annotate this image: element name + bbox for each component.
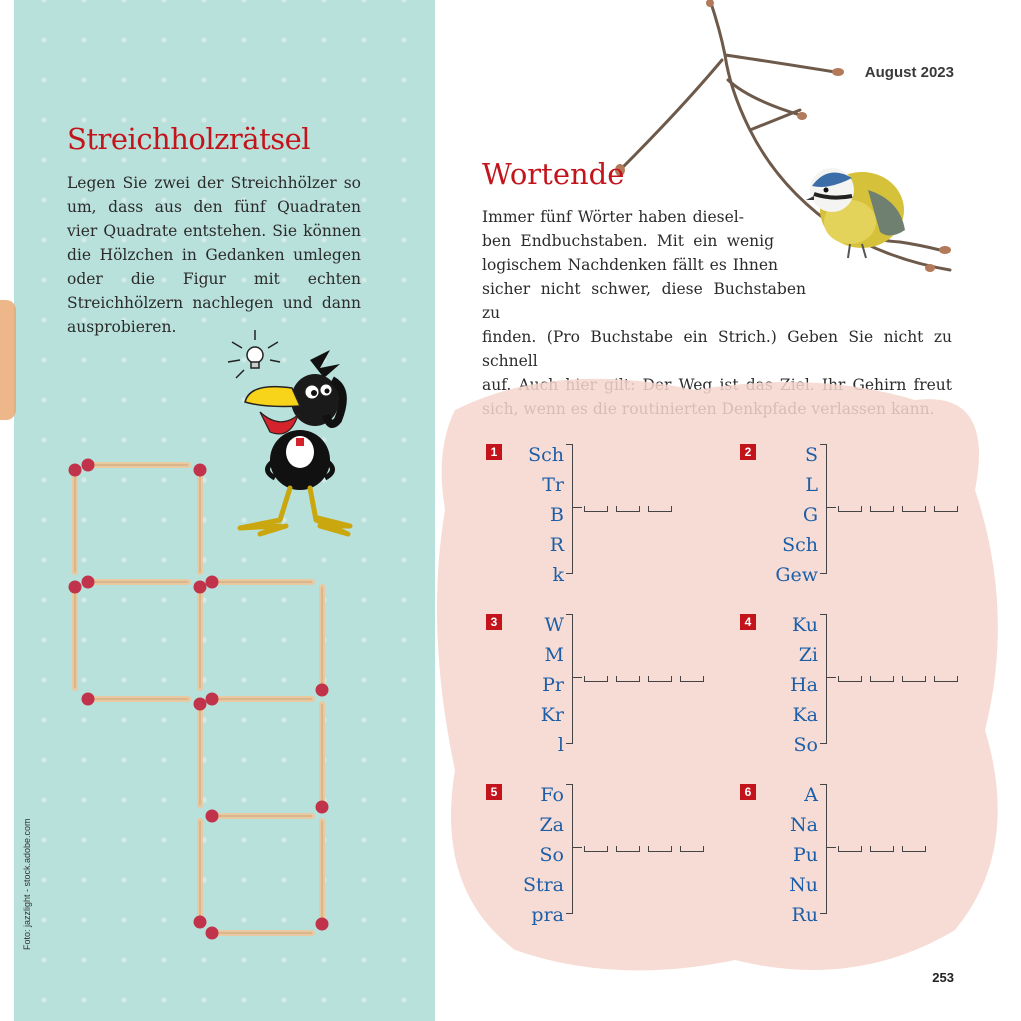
- letter-slot[interactable]: [616, 506, 640, 512]
- word-prefix: Ru: [791, 904, 818, 926]
- letter-slot[interactable]: [680, 676, 704, 682]
- instruction-line: Immer fünf Wörter haben diesel-: [482, 208, 744, 226]
- matchstick: [194, 821, 207, 929]
- word-prefix: Ku: [791, 614, 818, 636]
- word-prefix: Ka: [792, 704, 818, 726]
- matchstick: [194, 698, 207, 806]
- word-prefix: Nu: [789, 874, 818, 896]
- bracket-tick: [572, 847, 582, 848]
- word-prefix: Stra: [522, 874, 564, 896]
- answer-slots[interactable]: [838, 506, 958, 512]
- letter-slot[interactable]: [870, 506, 894, 512]
- bracket-tick: [572, 507, 582, 508]
- matchstick: [206, 693, 313, 706]
- answer-slots[interactable]: [838, 676, 958, 682]
- letter-slot[interactable]: [648, 676, 672, 682]
- word-prefix: Zi: [798, 644, 818, 666]
- word-prefix: k: [552, 564, 564, 586]
- word-prefix: L: [805, 474, 818, 496]
- matchstick: [316, 704, 329, 814]
- word-prefix: M: [544, 644, 564, 666]
- letter-slot[interactable]: [902, 846, 926, 852]
- matchstick: [69, 464, 82, 573]
- matchstick: [206, 576, 313, 589]
- letter-slot[interactable]: [616, 676, 640, 682]
- instruction-line: logischem Nachdenken fällt es Ihnen: [482, 256, 778, 274]
- bracket: [566, 444, 573, 574]
- prefix-list: [756, 780, 818, 930]
- word-prefix: W: [544, 614, 564, 636]
- word-prefix: Za: [539, 814, 564, 836]
- bracket: [566, 784, 573, 914]
- prefix-list: [502, 440, 564, 590]
- matchstick: [206, 927, 313, 940]
- word-prefix: pra: [531, 904, 564, 926]
- letter-slot[interactable]: [902, 506, 926, 512]
- puzzle-1: [486, 440, 726, 590]
- puzzle-2: [740, 440, 980, 590]
- left-title: Streichholzrätsel: [67, 122, 311, 156]
- word-prefix: So: [793, 734, 818, 756]
- puzzle-number: 3: [486, 614, 502, 630]
- instruction-line: sicher nicht schwer, diese Buchstaben zu: [482, 280, 806, 322]
- puzzle-4: [740, 610, 980, 760]
- letter-slot[interactable]: [838, 676, 862, 682]
- prefix-list: [756, 440, 818, 590]
- matchstick: [82, 459, 189, 472]
- word-prefix: l: [557, 734, 564, 756]
- photo-credit: Foto: jazzlight - stock.adobe.com: [22, 818, 32, 950]
- matchstick: [194, 464, 207, 573]
- puzzle-6: [740, 780, 980, 930]
- word-prefix: B: [550, 504, 564, 526]
- lightbulb-icon: [228, 330, 280, 378]
- word-prefix: Pu: [792, 844, 818, 866]
- bracket-tick: [572, 677, 582, 678]
- right-title: Wortende: [482, 157, 625, 191]
- word-prefix: G: [802, 504, 818, 526]
- matchstick: [316, 587, 329, 697]
- letter-slot[interactable]: [648, 506, 672, 512]
- bracket: [820, 784, 827, 914]
- puzzle-number: 6: [740, 784, 756, 800]
- word-prefix: S: [804, 444, 818, 466]
- page-number: 253: [932, 970, 954, 985]
- matchstick: [69, 581, 82, 689]
- prefix-list: [502, 780, 564, 930]
- matchstick-puzzle: [60, 450, 350, 950]
- left-instructions: Legen Sie zwei der Streichhölzer so um, dass aus den fünf Quadraten vier Quadrate entstehen. Sie können die Hölzchen in Gedanken umlegen oder die Figur mit echten Streichhölzern nachlegen und dann ausprobieren.: [67, 174, 361, 336]
- puzzle-number: 4: [740, 614, 756, 630]
- word-prefix: Ha: [790, 674, 818, 696]
- bracket: [820, 444, 827, 574]
- letter-slot[interactable]: [584, 676, 608, 682]
- word-prefix: Tr: [542, 474, 564, 496]
- letter-slot[interactable]: [584, 846, 608, 852]
- issue-date: August 2023: [864, 64, 954, 81]
- letter-slot[interactable]: [838, 506, 862, 512]
- word-prefix: Kr: [540, 704, 564, 726]
- bracket-tick: [826, 507, 836, 508]
- answer-slots[interactable]: [584, 846, 704, 852]
- prefix-list: [756, 610, 818, 760]
- bracket: [820, 614, 827, 744]
- bracket: [566, 614, 573, 744]
- puzzle-number: 5: [486, 784, 502, 800]
- prefix-list: [502, 610, 564, 760]
- matchstick: [82, 576, 189, 589]
- answer-slots[interactable]: [838, 846, 926, 852]
- edge-decoration: [0, 300, 16, 420]
- answer-slots[interactable]: [584, 506, 672, 512]
- puzzle-5: [486, 780, 726, 930]
- puzzle-number: 1: [486, 444, 502, 460]
- word-prefix: Pr: [542, 674, 564, 696]
- matchstick: [316, 821, 329, 931]
- matchstick: [82, 693, 189, 706]
- word-prefix: R: [549, 534, 564, 556]
- letter-slot[interactable]: [584, 506, 608, 512]
- letter-slot[interactable]: [616, 846, 640, 852]
- letter-slot[interactable]: [934, 676, 958, 682]
- letter-slot[interactable]: [838, 846, 862, 852]
- bracket-tick: [826, 847, 836, 848]
- puzzle-3: [486, 610, 726, 760]
- letter-slot[interactable]: [680, 846, 704, 852]
- word-prefix: Sch: [782, 534, 818, 556]
- letter-slot[interactable]: [648, 846, 672, 852]
- matchstick: [206, 810, 313, 823]
- word-prefix: Fo: [540, 784, 564, 806]
- letter-slot[interactable]: [870, 846, 894, 852]
- word-prefix: Gew: [775, 564, 818, 586]
- bracket-tick: [826, 677, 836, 678]
- word-prefix: A: [804, 784, 818, 806]
- answer-slots[interactable]: [584, 676, 704, 682]
- instruction-line: auf. Auch hier gilt: Der Weg ist das Ziel. Ihr Gehirn freut: [482, 376, 952, 394]
- letter-slot[interactable]: [870, 676, 894, 682]
- letter-slot[interactable]: [902, 676, 926, 682]
- instruction-line: ben Endbuchstaben. Mit ein wenig: [482, 232, 774, 250]
- word-prefix: So: [539, 844, 564, 866]
- word-prefix: Sch: [528, 444, 564, 466]
- puzzle-number: 2: [740, 444, 756, 460]
- matchstick: [194, 581, 207, 689]
- word-prefix: Na: [790, 814, 818, 836]
- instruction-line: finden. (Pro Buchstabe ein Strich.) Geben Sie nicht zu schnell: [482, 328, 952, 370]
- letter-slot[interactable]: [934, 506, 958, 512]
